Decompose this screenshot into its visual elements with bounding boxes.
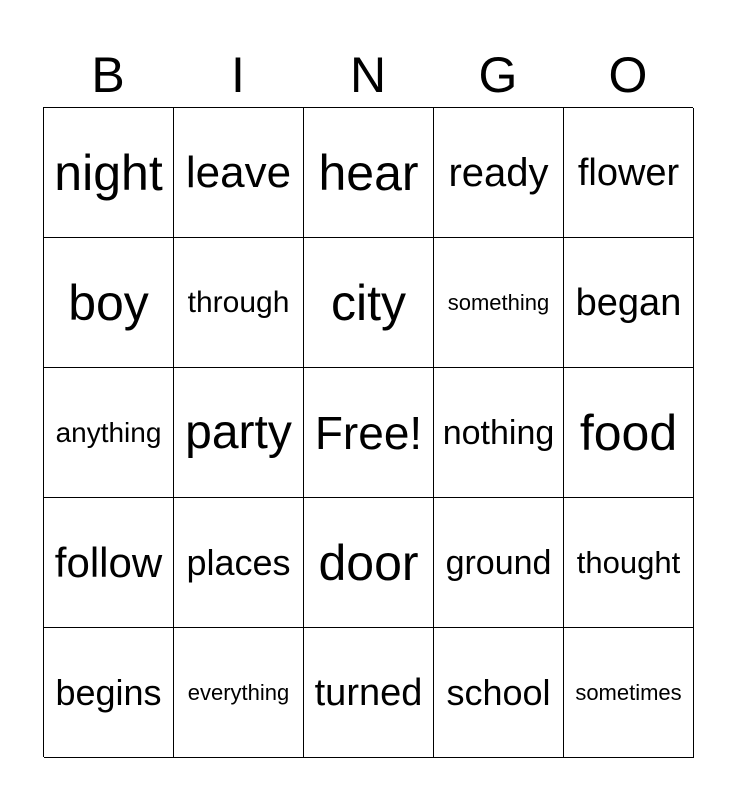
cell-word: night [54, 144, 163, 201]
bingo-cell [44, 498, 174, 628]
bingo-cell [304, 628, 434, 758]
bingo-cell [564, 628, 694, 758]
bingo-cell [44, 628, 174, 758]
cell-word: door [318, 534, 419, 591]
cell-word: hear [318, 144, 419, 201]
cell-word: ground [445, 543, 552, 582]
bingo-cell [44, 368, 174, 498]
bingo-cell [304, 238, 434, 368]
bingo-board [43, 107, 693, 757]
bingo-cell [434, 498, 564, 628]
cell-word: food [579, 404, 678, 461]
cell-word: city [331, 274, 406, 331]
bingo-cell [174, 368, 304, 498]
bingo-cell [564, 368, 694, 498]
bingo-cell [174, 628, 304, 758]
bingo-cell [564, 238, 694, 368]
header-letter-o: O [608, 47, 648, 103]
cell-word: school [446, 671, 551, 713]
header-letter-i: I [231, 47, 245, 103]
free-space-label: Free! [314, 406, 423, 459]
cell-word: thought [576, 545, 681, 580]
cell-word: leave [185, 147, 292, 197]
cell-word: ready [448, 150, 549, 195]
bingo-cell [434, 628, 564, 758]
cell-word: began [575, 281, 682, 324]
bingo-cell [564, 108, 694, 238]
header-letter-b: B [91, 47, 125, 103]
cell-word: follow [54, 538, 163, 586]
header-letter-n: N [349, 47, 387, 103]
cell-word: party [185, 405, 292, 459]
bingo-cell [174, 498, 304, 628]
bingo-cell [174, 108, 304, 238]
cell-word: boy [68, 274, 149, 331]
cell-word: through [187, 285, 290, 319]
bingo-header [43, 42, 693, 108]
bingo-cell [304, 498, 434, 628]
bingo-cell [434, 368, 564, 498]
cell-word: anything [55, 416, 162, 448]
cell-word: turned [314, 671, 423, 714]
cell-word: sometimes [575, 679, 682, 705]
bingo-cell [434, 238, 564, 368]
free-space-cell [304, 368, 434, 498]
cell-word: begins [55, 671, 162, 713]
cell-word: something [447, 289, 550, 315]
bingo-cell [44, 108, 174, 238]
bingo-cell [304, 108, 434, 238]
cell-word: flower [577, 151, 680, 194]
bingo-cell [434, 108, 564, 238]
bingo-cell [44, 238, 174, 368]
cell-word: places [186, 541, 291, 583]
bingo-cell [564, 498, 694, 628]
cell-word: nothing [442, 413, 555, 452]
header-letter-g: G [478, 47, 518, 103]
bingo-cell [174, 238, 304, 368]
cell-word: everything [187, 679, 290, 705]
